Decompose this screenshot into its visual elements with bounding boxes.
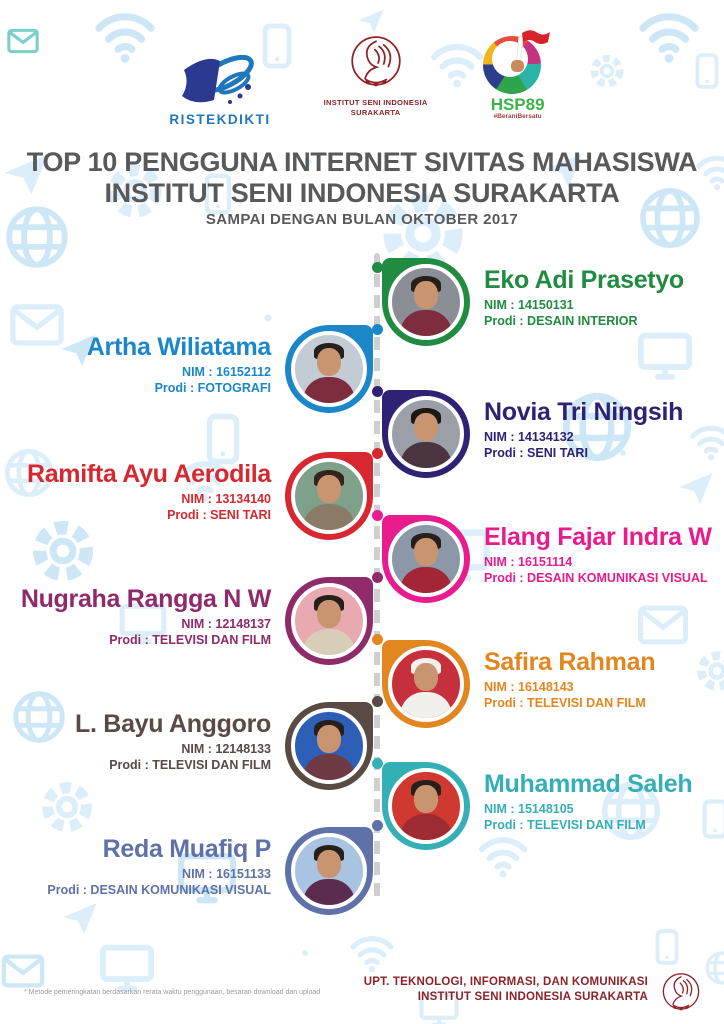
avatar <box>382 515 470 603</box>
person-name: Elang Fajar Indra W <box>484 523 712 551</box>
person-name: Reda Muafiq P <box>102 835 271 863</box>
person-photo <box>291 458 367 534</box>
person-prodi: Prodi : DESAIN KOMUNIKASI VISUAL <box>47 883 271 897</box>
person-name: Safira Rahman <box>484 648 656 676</box>
person-photo <box>388 396 464 472</box>
person-entry <box>9 325 373 413</box>
person-prodi: Prodi : TELEVISI DAN FILM <box>109 633 271 647</box>
hsp89-logo <box>481 30 555 120</box>
person-name: Nugraha Rangga N W <box>20 585 271 613</box>
hsp89-tagline: #BeraniBersatu <box>493 113 542 120</box>
footer-org-line1: UPT. TEKNOLOGI, INFORMASI, DAN KOMUNIKASI <box>363 976 648 988</box>
avatar <box>382 762 470 850</box>
footer-org <box>364 975 648 1005</box>
isi-label-line2: SURAKARTA <box>350 107 401 117</box>
person-prodi: Prodi : DESAIN INTERIOR <box>484 314 638 328</box>
ristekdikti-label: RISTEKDIKTI <box>169 112 271 127</box>
page-title-line2: INSTITUT SENI INDONESIA SURAKARTA <box>104 178 620 208</box>
person-nim: NIM : 16148143 <box>484 680 574 694</box>
avatar <box>285 827 373 915</box>
flag-icon <box>521 30 551 50</box>
person-photo <box>388 768 464 844</box>
hsp89-label: HSP89 <box>490 95 545 114</box>
person-photo <box>388 646 464 722</box>
footer-org-line2: INSTITUT SENI INDONESIA SURAKARTA <box>417 991 648 1003</box>
avatar <box>382 390 470 478</box>
isi-label-line1: INSTITUT SENI INDONESIA <box>323 98 428 107</box>
person-prodi: Prodi : DESAIN KOMUNIKASI VISUAL <box>484 571 708 585</box>
avatar <box>382 640 470 728</box>
isi-footer-emblem-icon <box>658 970 704 1016</box>
avatar <box>285 577 373 665</box>
person-name: Muhammad Saleh <box>484 770 693 798</box>
avatar <box>382 258 470 346</box>
person-nim: NIM : 14150131 <box>484 298 574 312</box>
person-nim: NIM : 14134132 <box>484 430 574 444</box>
person-entry <box>382 258 724 346</box>
person-entry <box>382 390 724 478</box>
header-logos <box>0 24 724 127</box>
person-entry <box>382 515 724 603</box>
ristekdikti-icon <box>174 50 266 110</box>
person-name: Artha Wiliatama <box>86 333 271 361</box>
person-entry <box>9 827 373 915</box>
person-prodi: Prodi : TELEVISI DAN FILM <box>484 696 646 710</box>
ristekdikti-logo <box>169 50 270 127</box>
person-prodi: Prodi : TELEVISI DAN FILM <box>484 818 646 832</box>
person-name: Ramifta Ayu Aerodila <box>26 460 271 488</box>
page-subtitle: SAMPAI DENGAN BULAN OKTOBER 2017 <box>205 211 519 228</box>
person-nim: NIM : 16152112 <box>182 365 271 379</box>
avatar <box>285 452 373 540</box>
person-nim: NIM : 13134140 <box>181 492 271 506</box>
avatar <box>285 325 373 413</box>
person-photo <box>291 583 367 659</box>
person-prodi: Prodi : TELEVISI DAN FILM <box>109 758 271 772</box>
person-nim: NIM : 12148133 <box>181 742 271 756</box>
person-name: Eko Adi Prasetyo <box>484 266 684 294</box>
page-title-line1: TOP 10 PENGGUNA INTERNET SIVITAS MAHASISWA <box>26 147 698 177</box>
person-prodi: Prodi : FOTOGRAFI <box>154 381 271 395</box>
person-entry <box>9 702 373 790</box>
person-photo <box>388 264 464 340</box>
person-photo <box>291 708 367 784</box>
person-nim: NIM : 16151114 <box>484 555 573 569</box>
person-nim: NIM : 15148105 <box>484 802 574 816</box>
person-entry <box>382 640 724 728</box>
isi-emblem-icon <box>345 32 407 94</box>
isi-logo <box>301 32 451 117</box>
hsp89-icon <box>481 30 555 96</box>
person-nim: NIM : 12148137 <box>181 617 271 631</box>
person-entry <box>9 452 373 540</box>
person-prodi: Prodi : SENI TARI <box>484 446 588 460</box>
person-name: Novia Tri Ningsih <box>484 398 684 426</box>
person-entry <box>9 577 373 665</box>
person-entry <box>382 762 724 850</box>
person-nim: NIM : 16151133 <box>182 867 271 881</box>
person-photo <box>388 521 464 597</box>
person-photo <box>291 331 367 407</box>
title-block <box>0 147 724 228</box>
person-prodi: Prodi : SENI TARI <box>167 508 271 522</box>
person-name: L. Bayu Anggoro <box>75 710 271 738</box>
ranking-method-footnote: * Metode pemeringkatan berdasarkan rerata waktu penggunaan, besaran download dan upload <box>24 989 321 996</box>
avatar <box>285 702 373 790</box>
person-photo <box>291 833 367 909</box>
